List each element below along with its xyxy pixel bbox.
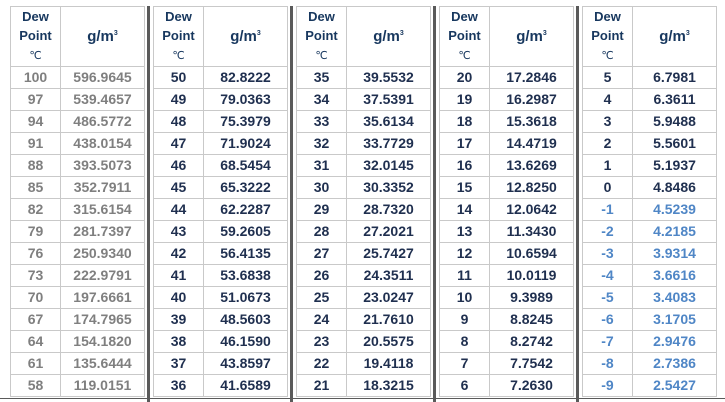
dew-point-cell: 88 bbox=[11, 155, 61, 177]
celsius-unit: ℃ bbox=[172, 50, 185, 62]
header-row bbox=[583, 7, 717, 67]
dew-point-cell: 31 bbox=[297, 155, 347, 177]
dew-point-cell: 19 bbox=[440, 89, 490, 111]
dew-point-cell: 38 bbox=[154, 331, 204, 353]
dew-point-cell: 27 bbox=[297, 243, 347, 265]
dew-point-cell: 10 bbox=[440, 287, 490, 309]
humidity-value-cell: 8.2742 bbox=[490, 331, 574, 353]
point-label: Point bbox=[305, 28, 338, 43]
dew-point-cell: 7 bbox=[440, 353, 490, 375]
data-table bbox=[296, 6, 431, 397]
table-row bbox=[154, 155, 288, 177]
table-row bbox=[297, 111, 431, 133]
point-label: Point bbox=[162, 28, 195, 43]
table-row bbox=[11, 111, 145, 133]
dew-point-cell: 16 bbox=[440, 155, 490, 177]
table-row bbox=[440, 221, 574, 243]
dew-point-cell: -1 bbox=[583, 199, 633, 221]
dew-label: Dew bbox=[165, 9, 192, 24]
table-row bbox=[583, 133, 717, 155]
humidity-value-cell: 222.9791 bbox=[61, 265, 145, 287]
cubic-exponent: 3 bbox=[685, 30, 690, 37]
table-row bbox=[11, 67, 145, 89]
cubic-exponent: 3 bbox=[542, 30, 547, 37]
dew-point-header bbox=[154, 7, 204, 67]
humidity-value-cell: 352.7911 bbox=[61, 177, 145, 199]
table-row bbox=[440, 375, 574, 397]
table-row bbox=[154, 221, 288, 243]
dew-point-cell: 67 bbox=[11, 309, 61, 331]
group-1 bbox=[10, 6, 145, 397]
dew-point-cell: 82 bbox=[11, 199, 61, 221]
table-row bbox=[440, 287, 574, 309]
table-row bbox=[440, 309, 574, 331]
table-row bbox=[11, 133, 145, 155]
table-row bbox=[297, 243, 431, 265]
humidity-value-cell: 10.6594 bbox=[490, 243, 574, 265]
table-row bbox=[440, 89, 574, 111]
group-separator bbox=[290, 6, 293, 402]
humidity-value-cell: 10.0119 bbox=[490, 265, 574, 287]
table-row bbox=[440, 133, 574, 155]
dew-point-cell: 32 bbox=[297, 133, 347, 155]
dew-point-cell: 39 bbox=[154, 309, 204, 331]
humidity-value-cell: 12.8250 bbox=[490, 177, 574, 199]
table-row bbox=[154, 89, 288, 111]
table-row bbox=[11, 375, 145, 397]
cubic-exponent: 3 bbox=[256, 30, 261, 37]
dew-point-cell: 44 bbox=[154, 199, 204, 221]
data-table bbox=[582, 6, 717, 397]
dew-point-cell: -4 bbox=[583, 265, 633, 287]
humidity-value-cell: 486.5772 bbox=[61, 111, 145, 133]
table-row bbox=[583, 353, 717, 375]
group-separator bbox=[576, 6, 579, 402]
cubic-exponent: 3 bbox=[113, 30, 118, 37]
humidity-value-cell: 28.7320 bbox=[347, 199, 431, 221]
grams-per-cubic-meter-label: g/m bbox=[659, 28, 686, 45]
dew-point-cell: 47 bbox=[154, 133, 204, 155]
dew-label: Dew bbox=[22, 9, 49, 24]
table-row bbox=[297, 133, 431, 155]
table-row bbox=[154, 199, 288, 221]
humidity-value-cell: 33.7729 bbox=[347, 133, 431, 155]
dew-point-header bbox=[11, 7, 61, 67]
header-row bbox=[154, 7, 288, 67]
table-row bbox=[583, 199, 717, 221]
humidity-value-cell: 154.1820 bbox=[61, 331, 145, 353]
humidity-value-cell: 438.0154 bbox=[61, 133, 145, 155]
table-row bbox=[11, 309, 145, 331]
dew-point-cell: -5 bbox=[583, 287, 633, 309]
humidity-value-cell: 539.4657 bbox=[61, 89, 145, 111]
dew-point-cell: 94 bbox=[11, 111, 61, 133]
dew-point-cell: 50 bbox=[154, 67, 204, 89]
dew-point-cell: 23 bbox=[297, 331, 347, 353]
humidity-value-cell: 46.1590 bbox=[204, 331, 288, 353]
dew-point-cell: 15 bbox=[440, 177, 490, 199]
grams-per-cubic-meter-label: g/m bbox=[87, 28, 114, 45]
table-row bbox=[583, 375, 717, 397]
table-row bbox=[440, 331, 574, 353]
humidity-value-cell: 4.5239 bbox=[633, 199, 717, 221]
dew-point-cell: 70 bbox=[11, 287, 61, 309]
dew-point-cell: 76 bbox=[11, 243, 61, 265]
table-row bbox=[583, 309, 717, 331]
group-separator bbox=[147, 6, 150, 402]
table-row bbox=[583, 243, 717, 265]
dew-point-cell: 5 bbox=[583, 67, 633, 89]
table-row bbox=[583, 287, 717, 309]
dew-point-cell: 45 bbox=[154, 177, 204, 199]
humidity-value-cell: 51.0673 bbox=[204, 287, 288, 309]
celsius-unit: ℃ bbox=[315, 50, 328, 62]
absolute-humidity-header bbox=[204, 7, 288, 67]
table-row bbox=[297, 177, 431, 199]
point-label: Point bbox=[591, 28, 624, 43]
dew-point-cell: 1 bbox=[583, 155, 633, 177]
group-2 bbox=[153, 6, 288, 397]
humidity-value-cell: 8.8245 bbox=[490, 309, 574, 331]
humidity-value-cell: 19.4118 bbox=[347, 353, 431, 375]
dew-point-cell: -7 bbox=[583, 331, 633, 353]
dew-point-cell: 49 bbox=[154, 89, 204, 111]
humidity-value-cell: 16.2987 bbox=[490, 89, 574, 111]
dew-point-cell: 73 bbox=[11, 265, 61, 287]
table-row bbox=[11, 177, 145, 199]
table-row bbox=[297, 155, 431, 177]
table-row bbox=[440, 243, 574, 265]
humidity-value-cell: 35.6134 bbox=[347, 111, 431, 133]
dew-point-cell: 14 bbox=[440, 199, 490, 221]
dew-point-cell: 0 bbox=[583, 177, 633, 199]
table-row bbox=[440, 67, 574, 89]
humidity-value-cell: 17.2846 bbox=[490, 67, 574, 89]
table-row bbox=[583, 177, 717, 199]
table-row bbox=[297, 353, 431, 375]
dew-point-cell: 35 bbox=[297, 67, 347, 89]
humidity-value-cell: 12.0642 bbox=[490, 199, 574, 221]
humidity-value-cell: 20.5575 bbox=[347, 331, 431, 353]
humidity-value-cell: 71.9024 bbox=[204, 133, 288, 155]
humidity-value-cell: 174.7965 bbox=[61, 309, 145, 331]
humidity-value-cell: 119.0151 bbox=[61, 375, 145, 397]
humidity-value-cell: 25.7427 bbox=[347, 243, 431, 265]
group-5 bbox=[582, 6, 717, 397]
humidity-value-cell: 14.4719 bbox=[490, 133, 574, 155]
table-row bbox=[440, 111, 574, 133]
humidity-value-cell: 21.7610 bbox=[347, 309, 431, 331]
dew-point-cell: 6 bbox=[440, 375, 490, 397]
humidity-value-cell: 48.5603 bbox=[204, 309, 288, 331]
humidity-value-cell: 2.5427 bbox=[633, 375, 717, 397]
dew-point-cell: 2 bbox=[583, 133, 633, 155]
table-row bbox=[440, 177, 574, 199]
group-3 bbox=[296, 6, 431, 397]
table-row bbox=[297, 199, 431, 221]
dew-label: Dew bbox=[308, 9, 335, 24]
table-row bbox=[11, 221, 145, 243]
table-row bbox=[154, 331, 288, 353]
table-row bbox=[297, 309, 431, 331]
humidity-value-cell: 79.0363 bbox=[204, 89, 288, 111]
dew-point-cell: 97 bbox=[11, 89, 61, 111]
humidity-value-cell: 13.6269 bbox=[490, 155, 574, 177]
data-table bbox=[10, 6, 145, 397]
table-row bbox=[11, 353, 145, 375]
cubic-exponent: 3 bbox=[399, 30, 404, 37]
table-row bbox=[297, 221, 431, 243]
table-row bbox=[440, 199, 574, 221]
dew-point-cell: 13 bbox=[440, 221, 490, 243]
humidity-value-cell: 32.0145 bbox=[347, 155, 431, 177]
humidity-value-cell: 62.2287 bbox=[204, 199, 288, 221]
dew-point-cell: 21 bbox=[297, 375, 347, 397]
humidity-value-cell: 7.2630 bbox=[490, 375, 574, 397]
humidity-value-cell: 56.4135 bbox=[204, 243, 288, 265]
absolute-humidity-header bbox=[61, 7, 145, 67]
humidity-value-cell: 27.2021 bbox=[347, 221, 431, 243]
absolute-humidity-header bbox=[633, 7, 717, 67]
table-row bbox=[440, 265, 574, 287]
dew-point-cell: 100 bbox=[11, 67, 61, 89]
celsius-unit: ℃ bbox=[601, 50, 614, 62]
humidity-value-cell: 82.8222 bbox=[204, 67, 288, 89]
humidity-value-cell: 24.3511 bbox=[347, 265, 431, 287]
dew-point-cell: 8 bbox=[440, 331, 490, 353]
table-row bbox=[11, 155, 145, 177]
dew-label: Dew bbox=[451, 9, 478, 24]
dew-point-cell: 11 bbox=[440, 265, 490, 287]
data-table bbox=[439, 6, 574, 397]
humidity-value-cell: 75.3979 bbox=[204, 111, 288, 133]
humidity-value-cell: 30.3352 bbox=[347, 177, 431, 199]
table-row bbox=[154, 287, 288, 309]
dew-point-cell: 37 bbox=[154, 353, 204, 375]
table-row bbox=[297, 89, 431, 111]
humidity-value-cell: 65.3222 bbox=[204, 177, 288, 199]
humidity-value-cell: 18.3215 bbox=[347, 375, 431, 397]
humidity-value-cell: 197.6661 bbox=[61, 287, 145, 309]
dew-point-cell: 28 bbox=[297, 221, 347, 243]
dew-point-cell: 58 bbox=[11, 375, 61, 397]
humidity-value-cell: 4.8486 bbox=[633, 177, 717, 199]
header-row bbox=[440, 7, 574, 67]
humidity-value-cell: 6.3611 bbox=[633, 89, 717, 111]
dew-point-cell: 26 bbox=[297, 265, 347, 287]
dew-point-cell: 9 bbox=[440, 309, 490, 331]
bottom-border bbox=[0, 398, 725, 399]
humidity-value-cell: 4.2185 bbox=[633, 221, 717, 243]
dew-point-cell: 29 bbox=[297, 199, 347, 221]
grams-per-cubic-meter-label: g/m bbox=[373, 28, 400, 45]
dew-point-cell: 17 bbox=[440, 133, 490, 155]
table-row bbox=[440, 155, 574, 177]
grams-per-cubic-meter-label: g/m bbox=[230, 28, 257, 45]
dew-point-cell: 18 bbox=[440, 111, 490, 133]
humidity-value-cell: 9.3989 bbox=[490, 287, 574, 309]
table-row bbox=[583, 111, 717, 133]
table-row bbox=[11, 287, 145, 309]
table-row bbox=[11, 243, 145, 265]
humidity-value-cell: 3.9314 bbox=[633, 243, 717, 265]
dew-point-cell: 25 bbox=[297, 287, 347, 309]
humidity-value-cell: 39.5532 bbox=[347, 67, 431, 89]
humidity-value-cell: 5.1937 bbox=[633, 155, 717, 177]
humidity-value-cell: 250.9340 bbox=[61, 243, 145, 265]
table-row bbox=[154, 265, 288, 287]
dew-point-cell: 33 bbox=[297, 111, 347, 133]
dew-point-cell: 48 bbox=[154, 111, 204, 133]
table-row bbox=[154, 353, 288, 375]
humidity-value-cell: 53.6838 bbox=[204, 265, 288, 287]
table-row bbox=[583, 331, 717, 353]
humidity-value-cell: 7.7542 bbox=[490, 353, 574, 375]
group-separator bbox=[433, 6, 436, 402]
point-label: Point bbox=[448, 28, 481, 43]
humidity-value-cell: 3.6616 bbox=[633, 265, 717, 287]
table-row bbox=[154, 133, 288, 155]
humidity-value-cell: 393.5073 bbox=[61, 155, 145, 177]
humidity-value-cell: 281.7397 bbox=[61, 221, 145, 243]
dew-point-cell: 64 bbox=[11, 331, 61, 353]
data-table bbox=[153, 6, 288, 397]
absolute-humidity-header bbox=[490, 7, 574, 67]
humidity-value-cell: 5.5601 bbox=[633, 133, 717, 155]
humidity-value-cell: 43.8597 bbox=[204, 353, 288, 375]
humidity-value-cell: 15.3618 bbox=[490, 111, 574, 133]
table-row bbox=[297, 265, 431, 287]
dew-point-cell: 3 bbox=[583, 111, 633, 133]
table-row bbox=[583, 221, 717, 243]
humidity-value-cell: 315.6154 bbox=[61, 199, 145, 221]
dew-point-cell: 36 bbox=[154, 375, 204, 397]
table-row bbox=[440, 353, 574, 375]
humidity-value-cell: 6.7981 bbox=[633, 67, 717, 89]
humidity-value-cell: 3.4083 bbox=[633, 287, 717, 309]
table-row bbox=[154, 177, 288, 199]
dew-point-cell: 12 bbox=[440, 243, 490, 265]
humidity-value-cell: 37.5391 bbox=[347, 89, 431, 111]
table-row bbox=[154, 243, 288, 265]
table-row bbox=[154, 67, 288, 89]
dew-point-cell: -2 bbox=[583, 221, 633, 243]
table-row bbox=[154, 375, 288, 397]
table-row bbox=[297, 67, 431, 89]
dew-point-cell: -6 bbox=[583, 309, 633, 331]
table-row bbox=[583, 89, 717, 111]
dew-point-header bbox=[440, 7, 490, 67]
table-row bbox=[297, 331, 431, 353]
humidity-value-cell: 2.9476 bbox=[633, 331, 717, 353]
dew-point-header bbox=[583, 7, 633, 67]
table-row bbox=[11, 89, 145, 111]
dew-point-cell: 79 bbox=[11, 221, 61, 243]
dew-point-cell: -9 bbox=[583, 375, 633, 397]
table-row bbox=[11, 199, 145, 221]
dew-point-cell: 41 bbox=[154, 265, 204, 287]
dew-point-cell: -8 bbox=[583, 353, 633, 375]
point-label: Point bbox=[19, 28, 52, 43]
dew-point-cell: -3 bbox=[583, 243, 633, 265]
table-row bbox=[583, 265, 717, 287]
humidity-value-cell: 68.5454 bbox=[204, 155, 288, 177]
dew-point-cell: 42 bbox=[154, 243, 204, 265]
humidity-value-cell: 135.6444 bbox=[61, 353, 145, 375]
dew-point-header bbox=[297, 7, 347, 67]
header-row bbox=[11, 7, 145, 67]
header-row bbox=[297, 7, 431, 67]
grams-per-cubic-meter-label: g/m bbox=[516, 28, 543, 45]
table-row bbox=[154, 111, 288, 133]
dew-label: Dew bbox=[594, 9, 621, 24]
table-row bbox=[297, 375, 431, 397]
table-row bbox=[11, 331, 145, 353]
dew-point-cell: 4 bbox=[583, 89, 633, 111]
dew-point-cell: 91 bbox=[11, 133, 61, 155]
humidity-value-cell: 59.2605 bbox=[204, 221, 288, 243]
humidity-value-cell: 23.0247 bbox=[347, 287, 431, 309]
humidity-value-cell: 596.9645 bbox=[61, 67, 145, 89]
dew-point-cell: 22 bbox=[297, 353, 347, 375]
table-row bbox=[583, 155, 717, 177]
table-row bbox=[154, 309, 288, 331]
humidity-value-cell: 3.1705 bbox=[633, 309, 717, 331]
dew-point-cell: 85 bbox=[11, 177, 61, 199]
humidity-value-cell: 11.3430 bbox=[490, 221, 574, 243]
celsius-unit: ℃ bbox=[458, 50, 471, 62]
dew-point-cell: 30 bbox=[297, 177, 347, 199]
group-4 bbox=[439, 6, 574, 397]
dew-point-cell: 24 bbox=[297, 309, 347, 331]
dew-point-cell: 46 bbox=[154, 155, 204, 177]
absolute-humidity-header bbox=[347, 7, 431, 67]
celsius-unit: ℃ bbox=[29, 50, 42, 62]
dew-point-cell: 40 bbox=[154, 287, 204, 309]
dew-point-cell: 20 bbox=[440, 67, 490, 89]
table-row bbox=[297, 287, 431, 309]
table-row bbox=[11, 265, 145, 287]
humidity-value-cell: 5.9488 bbox=[633, 111, 717, 133]
table-row bbox=[583, 67, 717, 89]
dew-point-cell: 34 bbox=[297, 89, 347, 111]
dew-point-cell: 61 bbox=[11, 353, 61, 375]
humidity-value-cell: 41.6589 bbox=[204, 375, 288, 397]
humidity-value-cell: 2.7386 bbox=[633, 353, 717, 375]
dew-point-cell: 43 bbox=[154, 221, 204, 243]
